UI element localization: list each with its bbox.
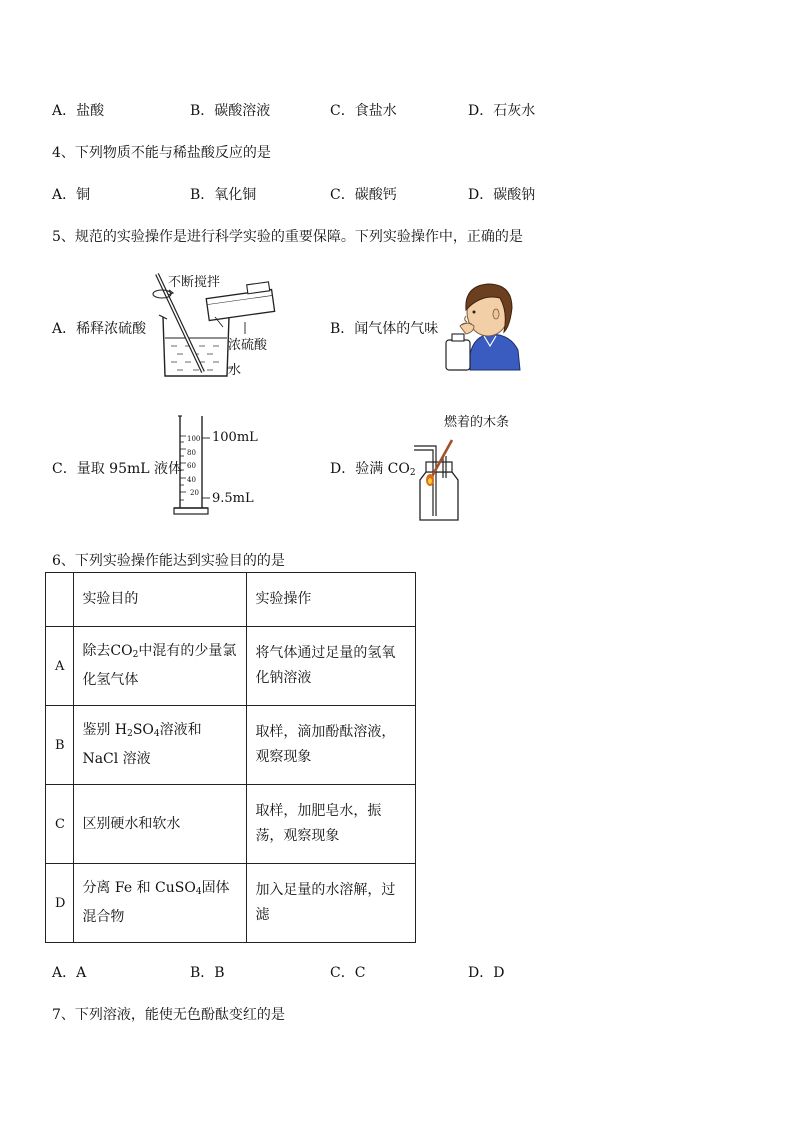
goal-text: 鉴别 H (82, 722, 128, 738)
option-text: 食盐水 (354, 103, 397, 119)
option-text: 铜 (76, 187, 91, 203)
q4-option-b[interactable]: B．氧化铜 (190, 187, 257, 203)
option-key: D (330, 461, 342, 477)
option-key: B (330, 321, 341, 337)
option-key: C (330, 965, 341, 981)
tick-label: 40 (187, 475, 196, 484)
option-text: A (76, 965, 87, 981)
cylinder-tick-labels (187, 433, 200, 501)
q6-option-d[interactable]: D．D (468, 965, 505, 981)
option-text: D (493, 965, 505, 981)
q4-stem: 4、下列物质不能与稀盐酸反应的是 (52, 145, 271, 161)
table-row (46, 706, 416, 785)
option-text: 验满 CO (355, 461, 410, 477)
q6-stem: 6、下列实验操作能达到实验目的的是 (52, 553, 285, 569)
table-row (46, 785, 416, 864)
option-key: B (190, 187, 201, 203)
option-text: B (214, 965, 225, 981)
q3-option-b[interactable]: B．碳酸溶液 (190, 103, 271, 119)
gas-collection-bottle-diagram (409, 430, 468, 524)
option-text: 碳酸溶液 (214, 103, 271, 119)
row-key: A (46, 627, 74, 706)
q6-option-b[interactable]: B．B (190, 965, 225, 981)
option-text: 石灰水 (493, 103, 536, 119)
option-text: 量取 95mL 液体 (76, 461, 183, 477)
option-text: 盐酸 (76, 103, 105, 119)
tick-label: 60 (187, 462, 196, 470)
row-op: 取样，滴加酚酞溶液，观察现象 (247, 706, 416, 785)
option-subscript: 2 (409, 468, 416, 478)
water-label: 水 (228, 363, 242, 378)
table-header-goal: 实验目的 (74, 573, 247, 627)
goal-text: 区别硬水和软水 (82, 815, 181, 832)
q3-option-d[interactable]: D．石灰水 (468, 103, 536, 119)
tick-label: 100 (187, 435, 201, 443)
row-op: 取样，加肥皂水，振荡，观察现象 (247, 785, 416, 864)
cylinder-bottom-label: 9.5mL (212, 491, 254, 506)
row-key: C (46, 785, 74, 864)
option-key: C (52, 461, 63, 477)
goal-text: 固体混合物 (82, 880, 230, 925)
goal-subscript: 2 (127, 729, 133, 739)
smelling-gas-figure (444, 276, 522, 372)
goal-text: 除去CO (82, 643, 133, 659)
row-goal (74, 627, 247, 706)
option-key: B (190, 103, 201, 119)
option-key: D (468, 103, 480, 119)
table-header-op: 实验操作 (247, 573, 416, 627)
q7-stem: 7、下列溶液，能使无色酚酞变红的是 (52, 1007, 285, 1023)
burning-stick-label: 燃着的木条 (444, 415, 510, 430)
goal-text: 溶液和 NaCl 溶液 (82, 722, 202, 767)
q5-option-c[interactable]: C．量取 95mL 液体 (52, 461, 183, 477)
q4-option-c[interactable]: C．碳酸钙 (330, 187, 397, 203)
option-text: C (354, 965, 366, 981)
stir-label: 不断搅拌 (168, 275, 221, 290)
row-op: 加入足量的水溶解，过滤 (247, 864, 416, 943)
goal-subscript: 2 (132, 650, 139, 660)
row-key: B (46, 706, 74, 785)
q3-option-a[interactable]: A．盐酸 (52, 103, 105, 119)
option-text: 氧化铜 (214, 187, 257, 203)
option-text: 稀释浓硫酸 (76, 321, 147, 337)
option-text: 碳酸钠 (493, 187, 536, 203)
q4-option-a[interactable]: A．铜 (52, 187, 91, 203)
q5-option-d[interactable]: D．验满 $CO_2$ (330, 461, 416, 478)
goal-text: SO (132, 722, 154, 738)
option-key: A (52, 965, 63, 981)
row-goal (74, 785, 247, 864)
goal-text: 中混有的少量氯化氢气体 (82, 643, 237, 688)
option-key: D (468, 187, 480, 203)
table-cell (46, 573, 74, 627)
goal-text: 分离 Fe 和 CuSO (82, 880, 196, 896)
tick-label: 20 (190, 489, 199, 497)
option-key: A (52, 187, 63, 203)
cylinder-top-label: 100mL (212, 430, 258, 445)
q4-option-d[interactable]: D．碳酸钠 (468, 187, 536, 203)
table-row (46, 864, 416, 943)
q3-option-c[interactable]: C．食盐水 (330, 103, 397, 119)
acid-label: 浓硫酸 (228, 338, 268, 353)
option-text: 碳酸钙 (354, 187, 397, 203)
option-key: A (52, 321, 63, 337)
table-row (46, 627, 416, 706)
experiment-table (45, 572, 416, 943)
q6-option-a[interactable]: A．A (52, 965, 87, 981)
option-key: B (190, 965, 201, 981)
goal-subscript: 4 (195, 887, 202, 897)
option-text: 闻气体的气味 (354, 321, 439, 337)
q5-option-b[interactable]: B．闻气体的气味 (330, 321, 439, 337)
q6-option-c[interactable]: C．C (330, 965, 366, 981)
option-key: C (330, 187, 341, 203)
row-op: 将气体通过足量的氢氧化钠溶液 (247, 627, 416, 706)
row-key: D (46, 864, 74, 943)
row-goal (74, 706, 247, 785)
q5-stem: 5、规范的实验操作是进行科学实验的重要保障。下列实验操作中，正确的是 (52, 229, 523, 245)
table-header-row (46, 573, 416, 627)
row-goal (74, 864, 247, 943)
tick-label: 80 (187, 448, 196, 457)
q5-option-a[interactable]: A．稀释浓硫酸 (52, 321, 147, 337)
option-key: D (468, 965, 480, 981)
option-key: C (330, 103, 341, 119)
goal-subscript: 4 (153, 729, 160, 739)
option-key: A (52, 103, 63, 119)
